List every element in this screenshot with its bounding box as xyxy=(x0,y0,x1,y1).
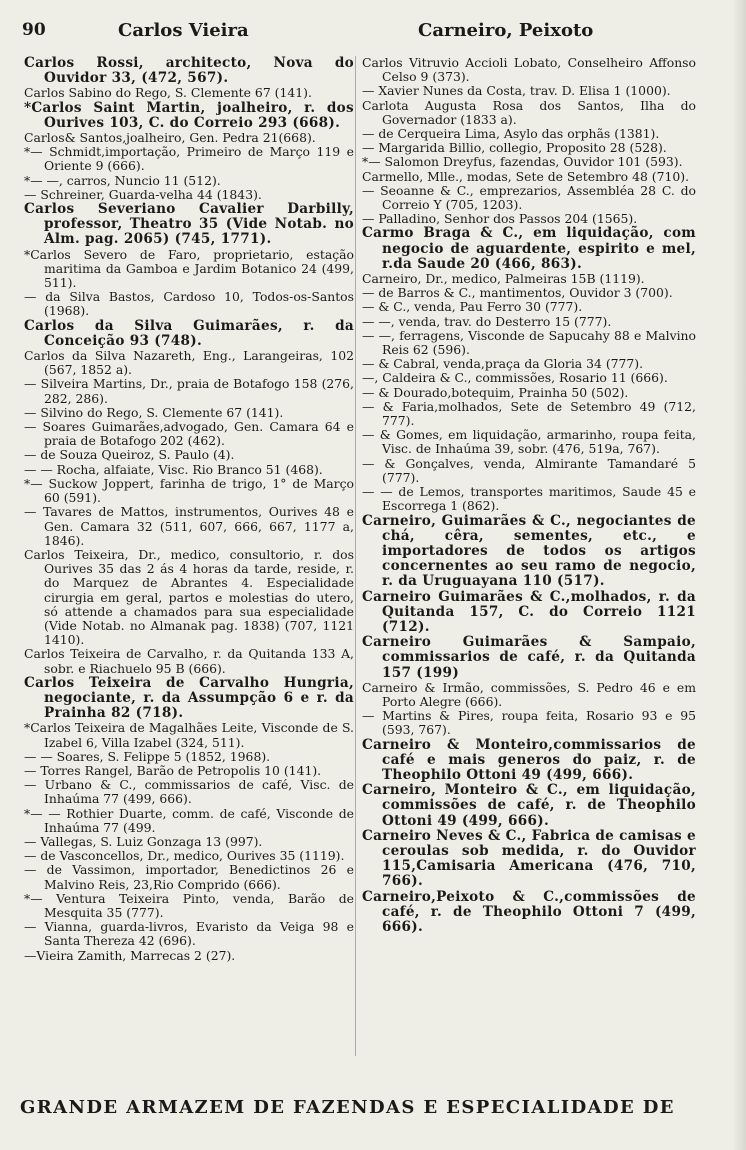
directory-entry: — Margarida Billio, collegio, Proposito 28 (528). xyxy=(362,140,667,156)
directory-entry: Carlos Teixeira de Carvalho, r. da Quitanda 133 A, sobr. e Riachuelo 95 B (666). xyxy=(24,646,354,676)
column-divider xyxy=(355,56,356,1056)
directory-entry: Carmo Braga & C., em liquidação, com negocio de aguardente, espirito e mel, r.da Saude 20 (466, 863). xyxy=(362,225,696,272)
directory-entry: — Seoanne & C., emprezarios, Assembléa 28 C. do Correio Y (705, 1203). xyxy=(362,182,696,213)
directory-entry: — & Cabral, venda,praça da Gloria 34 (777). xyxy=(362,356,644,372)
directory-entry: — Xavier Nunes da Costa, trav. D. Elisa 1 (1000). xyxy=(362,83,671,99)
directory-entry: — & Faria,molhados, Sete de Setembro 49 (712, 777). xyxy=(362,398,696,429)
directory-entry: — da Silva Bastos, Cardoso 10, Todos-os-Santos (1968). xyxy=(24,289,354,319)
running-head-right: Carneiro, Peixoto xyxy=(418,20,594,41)
directory-entry: *Carlos Teixeira de Magalhães Leite, Visconde de S. Izabel 6, Villa Izabel (324, 511). xyxy=(24,720,354,750)
directory-entry: — de Souza Queiroz, S. Paulo (4). xyxy=(24,447,235,463)
directory-entry: Carneiro,Peixoto & C.,commissões de café, r. de Theophilo Ottoni 7 (499, 666). xyxy=(362,888,696,935)
directory-entry: — de Cerqueira Lima, Asylo das orphãs (1381). xyxy=(362,126,660,142)
directory-entry: — Urbano & C., commissarios de café, Visc. de Inhaúma 77 (499, 666). xyxy=(24,777,354,807)
directory-entry: —, Caldeira & C., commissões, Rosario 11 (666). xyxy=(362,370,668,386)
directory-entry: Carlota Augusta Rosa dos Santos, Ilha do Governador (1833 a). xyxy=(362,97,696,127)
directory-entry: — de Vassimon, importador, Benedictinos 26 e Malvino Reis, 23,Rio Comprido (666). xyxy=(24,862,354,892)
directory-entry: Carlos& Santos,joalheiro, Gen. Pedra 21(668). xyxy=(24,130,316,146)
directory-entry: — de Barros & C., mantimentos, Ouvidor 3 (700). xyxy=(362,285,673,301)
directory-entry: Carlos Sabino do Rego, S. Clemente 67 (141). xyxy=(24,85,312,101)
directory-entry: — Silveira Martins, Dr., praia de Botafogo 158 (276, 282, 286). xyxy=(24,376,354,406)
directory-entry: Carneiro & Monteiro,commissarios de café e mais generos do paiz, r. de Theophilo Ottoni 49 (499, 666). xyxy=(362,736,696,783)
directory-entry: *— Salomon Dreyfus, fazendas, Ouvidor 101 (593). xyxy=(362,154,683,170)
directory-entry: *— Suckow Joppert, farinha de trigo, 1° de Março 60 (591). xyxy=(24,475,354,506)
directory-entry: Carlos da Silva Nazareth, Eng., Larangeiras, 102 (567, 1852 a). xyxy=(24,348,354,378)
right-column xyxy=(362,56,696,935)
directory-entry: Carlos Vitruvio Accioli Lobato, Conselheiro Affonso Celso 9 (373). xyxy=(362,55,696,85)
directory-entry: — — Soares, S. Felippe 5 (1852, 1968). xyxy=(24,748,271,764)
page-number: 90 xyxy=(22,20,46,40)
directory-entry: Carlos Severiano Cavalier Darbilly, professor, Theatro 35 (Vide Notab. no Alm. pag. 2065) (745, 1771). xyxy=(24,201,354,248)
directory-entry: Carmello, Mlle., modas, Sete de Setembro 48 (710). xyxy=(362,168,690,184)
scan-edge-shadow xyxy=(732,0,746,1150)
directory-entry: Carneiro Guimarães & C.,molhados, r. da Quitanda 157, C. do Correio 1121 (712). xyxy=(362,588,696,635)
footer-banner: GRANDE ARMAZEM DE FAZENDAS E ESPECIALIDADE DE xyxy=(20,1097,675,1118)
directory-entry: Carneiro, Guimarães & C., negociantes de chá, cêra, sementes, etc., e importadores de todos os artigos concernentes ao seu ramo de negocio, r. da Uruguayana 110 (517). xyxy=(362,512,696,590)
directory-entry: Carneiro Guimarães & Sampaio, commissarios de café, r. da Quitanda 157 (199) xyxy=(362,634,696,681)
directory-entry: — & C., venda, Pau Ferro 30 (777). xyxy=(362,299,583,315)
directory-entry: — Vianna, guarda-livros, Evaristo da Veiga 98 e Santa Thereza 42 (696). xyxy=(24,919,354,949)
directory-entry: — — de Lemos, transportes maritimos, Saude 45 e Escorrega 1 (862). xyxy=(362,484,696,514)
directory-entry: *— —, carros, Nuncio 11 (512). xyxy=(24,172,221,188)
directory-entry: Carlos Teixeira, Dr., medico, consultorio, r. dos Ourives 35 das 2 ás 4 horas da tarde, reside, r. do Marquez de Abrantes 4. Especialidade cirurgia em geral, partos e molestias do utero, só attende a chamados para sua especialidade (Vide Notab. no Almanak pag. 1838) (707, 1121 1410). xyxy=(24,546,354,648)
directory-entry: — —, venda, trav. do Desterro 15 (777). xyxy=(362,313,612,329)
directory-entry: — Vallegas, S. Luiz Gonzaga 13 (997). xyxy=(24,833,263,849)
directory-entry: — Torres Rangel, Barão de Petropolis 10 (141). xyxy=(24,762,322,778)
directory-entry: — & Dourado,botequim, Prainha 50 (502). xyxy=(362,384,629,400)
directory-entry: — Palladino, Senhor dos Passos 204 (1565). xyxy=(362,211,638,227)
directory-entry: — Soares Guimarães,advogado, Gen. Camara 64 e praia de Botafogo 202 (462). xyxy=(24,419,354,449)
directory-entry: — & Gomes, em liquidação, armarinho, roupa feita, Visc. de Inhaúma 39, sobr. (476, 519a, 767). xyxy=(362,427,696,457)
directory-entry: *Carlos Severo de Faro, proprietario, estação maritima da Gamboa e Jardim Botanico 24 (499, 511). xyxy=(24,246,354,291)
directory-entry: *— Schmidt,importação, Primeiro de Março 119 e Oriente 9 (666). xyxy=(24,144,354,174)
running-head-left: Carlos Vieira xyxy=(118,20,249,41)
directory-entry: — — Rocha, alfaiate, Visc. Rio Branco 51 (468). xyxy=(24,461,323,477)
directory-entry: — Martins & Pires, roupa feita, Rosario 93 e 95 (593, 767). xyxy=(362,708,696,738)
directory-entry: —Vieira Zamith, Marrecas 2 (27). xyxy=(24,947,236,963)
directory-entry: Carneiro, Dr., medico, Palmeiras 15B (1119). xyxy=(362,271,645,287)
directory-entry: Carlos Teixeira de Carvalho Hungria, negociante, r. da Assumpção 6 e r. da Prainha 82 (718). xyxy=(24,674,354,722)
directory-entry: Carneiro & Irmão, commissões, S. Pedro 46 e em Porto Alegre (666). xyxy=(362,679,696,709)
directory-entry: *Carlos Saint Martin, joalheiro, r. dos Ourives 103, C. do Correio 293 (668). xyxy=(24,99,354,131)
directory-entry: — Schreiner, Guarda-velha 44 (1843). xyxy=(24,186,262,202)
directory-entry: Carlos Rossi, architecto, Nova do Ouvidor 33, (472, 567). xyxy=(24,55,354,87)
directory-entry: — & Gonçalves, venda, Almirante Tamandaré 5 (777). xyxy=(362,455,696,485)
directory-entry: — de Vasconcellos, Dr., medico, Ourives 35 (1119). xyxy=(24,848,345,864)
directory-entry: — Tavares de Mattos, instrumentos, Ourives 48 e Gen. Camara 32 (511, 607, 666, 667, 1177 a, 1846). xyxy=(24,504,354,548)
directory-entry: *— Ventura Teixeira Pinto, venda, Barão de Mesquita 35 (777). xyxy=(24,890,354,920)
directory-entry: *— — Rothier Duarte, comm. de café, Visconde de Inhaúma 77 (499. xyxy=(24,805,354,835)
directory-entry: — —, ferragens, Visconde de Sapucahy 88 e Malvino Reis 62 (596). xyxy=(362,327,696,358)
directory-entry: — Silvino do Rego, S. Clemente 67 (141). xyxy=(24,404,284,420)
directory-entry: Carneiro Neves & C., Fabrica de camisas e ceroulas sob medida, r. do Ouvidor 115,Camisaria Americana (476, 710, 766). xyxy=(362,827,696,890)
directory-entry: Carneiro, Monteiro & C., em liquidação, commissões de café, r. de Theophilo Ottoni 49 (499, 666). xyxy=(362,782,696,829)
directory-entry: Carlos da Silva Guimarães, r. da Conceição 93 (748). xyxy=(24,317,354,349)
left-column xyxy=(24,56,354,963)
